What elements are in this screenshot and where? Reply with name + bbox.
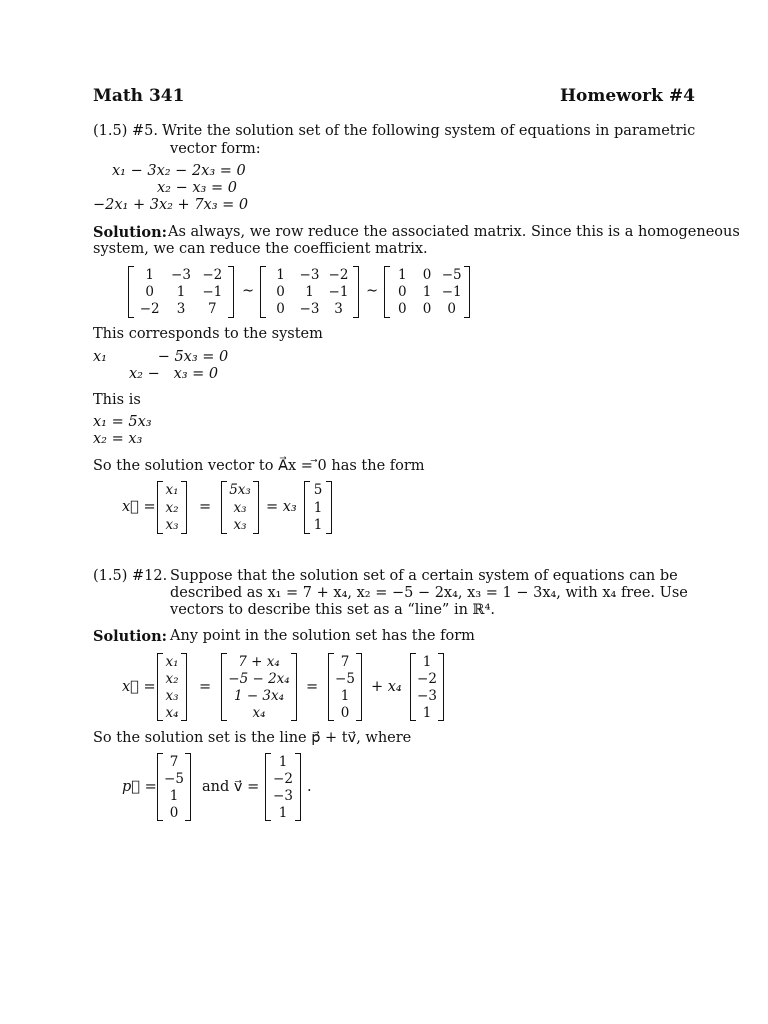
matrix-entry: 1 (422, 653, 432, 670)
problem2-prompt-line3: vectors to describe this set as a “line” in ℝ⁴. (170, 602, 496, 618)
matrix-entry: x₂ (165, 670, 179, 687)
right-bracket (185, 753, 191, 821)
plus-parameter: + x₄ (371, 679, 402, 695)
matrix-entry: −2 (417, 670, 437, 687)
matrix-entry: 1 (422, 284, 432, 300)
vector-x-label: x⃗ = (122, 499, 156, 515)
matrix-entry: −2 (202, 266, 223, 283)
matrix-entry: x₄ (165, 704, 179, 721)
coefficient-matrix (128, 266, 234, 318)
matrix-entry: −2 (328, 266, 349, 283)
matrix-entry: −1 (441, 284, 462, 300)
right-bracket (464, 266, 470, 318)
equals-sign: = (199, 499, 212, 515)
this-is-text: This is (93, 392, 141, 408)
matrix-entry: −3 (417, 687, 437, 704)
row-equivalent-symbol: ∼ (242, 283, 255, 299)
matrix-entry: 1 (278, 804, 288, 821)
matrix-entry: 7 + x₄ (238, 653, 280, 670)
matrix-entry: x₄ (252, 704, 266, 721)
matrix-entry: 7 (208, 301, 217, 318)
matrix-entry: 1 (340, 687, 350, 704)
row-equivalent-symbol: ∼ (366, 283, 379, 299)
point-vector (328, 653, 362, 721)
equals-sign: = (306, 679, 319, 695)
solution-label: Solution: (93, 224, 167, 241)
and-v-label: and v⃗ = (202, 779, 260, 795)
solution2-label: Solution: (93, 628, 167, 645)
matrix-entry: x₃ (165, 687, 179, 704)
matrix-entry: 0 (422, 301, 432, 318)
matrix-entry: 1 (145, 266, 154, 283)
matrix-entry: 7 (340, 653, 350, 670)
corresponds-text: This corresponds to the system (93, 326, 323, 342)
matrix-entry: 1 (169, 787, 179, 804)
matrix-entry: 0 (145, 284, 154, 300)
course-title: Math 341 (93, 86, 185, 106)
vector-substituted (221, 481, 259, 534)
right-bracket (228, 266, 234, 318)
matrix-entry: −5 − 2x₄ (228, 670, 290, 687)
matrix-entry: −3 (171, 266, 191, 283)
matrix-entry: 5 (313, 481, 323, 498)
matrix-entry: −2 (273, 770, 293, 787)
matrix-entry: x₁ (165, 481, 179, 498)
problem2-prompt-line2: described as x₁ = 7 + x₄, x₂ = −5 − 2x₄, x₃ = 1 − 3x₄, with x₄ free. Use (170, 585, 688, 601)
period: . (307, 779, 312, 795)
matrix-entry: 0 (276, 301, 285, 318)
right-bracket (181, 481, 187, 534)
system-line-2: x₂ − x₃ = 0 (129, 366, 219, 382)
equation-2: x₂ − x₃ = 0 (157, 180, 237, 196)
matrix-entry: 5x₃ (229, 481, 251, 498)
matrix-entry: 1 (276, 266, 285, 283)
direction-vector (410, 653, 444, 721)
matrix-entry: −1 (328, 284, 349, 300)
solution-line1: As always, we row reduce the associated matrix. Since this is a homogeneous (168, 224, 740, 240)
problem1-prompt-line1: Write the solution set of the following system of equations in parametric (162, 123, 696, 139)
problem2-prompt-line1: Suppose that the solution set of a certain system of equations can be (170, 568, 678, 584)
matrix-entry: −5 (441, 266, 462, 283)
problem2-label: (1.5) #12. (93, 568, 168, 584)
matrix-entry: −1 (202, 284, 223, 300)
right-bracket (356, 653, 362, 721)
p-vector (157, 753, 191, 821)
matrix-entry: 1 (278, 753, 288, 770)
problem1-label: (1.5) #5. (93, 123, 158, 139)
form-text: So the solution vector to A⃗x = ⃗0 has the form (93, 458, 425, 474)
matrix-entry: 1 (422, 704, 432, 721)
matrix-entry: 1 (313, 499, 323, 516)
matrix-entry: 0 (422, 266, 432, 283)
direction-vector (304, 481, 332, 534)
matrix-entry: x₃ (233, 517, 247, 534)
problem1-prompt-line2: vector form: (170, 141, 261, 157)
matrix-entry: 1 − 3x₄ (233, 687, 285, 704)
solution2-text: Any point in the solution set has the form (170, 628, 475, 644)
matrix-entry: 1 (313, 517, 323, 534)
intermediate-matrix (260, 266, 359, 318)
v-vector (265, 753, 301, 821)
matrix-entry: 3 (176, 301, 186, 318)
right-bracket (353, 266, 359, 318)
matrix-entry: 1 (305, 284, 314, 300)
equals-sign: = (199, 679, 212, 695)
equation-1: x₁ − 3x₂ − 2x₃ = 0 (112, 163, 246, 179)
matrix-entry: x₂ (165, 499, 179, 516)
right-bracket (295, 753, 301, 821)
matrix-entry: 3 (334, 301, 343, 318)
matrix-entry: x₁ (165, 653, 179, 670)
reduced-matrix (384, 266, 470, 318)
right-bracket (438, 653, 444, 721)
matrix-entry: 1 (398, 266, 407, 283)
vector-x-components (157, 653, 187, 721)
system-line-1: x₁ − 5x₃ = 0 (93, 349, 229, 365)
matrix-entry: −5 (164, 770, 184, 787)
matrix-entry: −3 (273, 787, 293, 804)
matrix-entry: −3 (299, 301, 320, 318)
result-line-2: x₂ = x₃ (93, 431, 143, 447)
matrix-entry: x₃ (165, 517, 179, 534)
right-bracket (181, 653, 187, 721)
assignment-title: Homework #4 (560, 86, 695, 106)
matrix-entry: −2 (139, 301, 160, 318)
matrix-entry: 0 (340, 704, 350, 721)
matrix-entry: x₃ (233, 499, 247, 516)
matrix-entry: 0 (398, 284, 407, 300)
matrix-entry: −3 (299, 266, 320, 283)
matrix-entry: 0 (169, 804, 179, 821)
right-bracket (253, 481, 259, 534)
right-bracket (291, 653, 297, 721)
vector-substituted (221, 653, 297, 721)
matrix-entry: 0 (276, 284, 285, 300)
vector-x-components (157, 481, 187, 534)
p-label: p⃗ = (122, 779, 157, 795)
line-text: So the solution set is the line p⃗ + tv⃗, where (93, 730, 412, 746)
matrix-entry: 0 (398, 301, 407, 318)
matrix-entry: 0 (447, 301, 456, 318)
equation-3: −2x₁ + 3x₂ + 7x₃ = 0 (93, 197, 249, 213)
vector-x-label: x⃗ = (122, 679, 156, 695)
matrix-entry: 1 (176, 284, 186, 300)
matrix-entry: 7 (169, 753, 179, 770)
scalar-coefficient: = x₃ (266, 499, 297, 515)
result-line-1: x₁ = 5x₃ (93, 414, 152, 430)
right-bracket (326, 481, 332, 534)
matrix-entry: −5 (335, 670, 355, 687)
solution-line2: system, we can reduce the coefficient matrix. (93, 241, 428, 257)
